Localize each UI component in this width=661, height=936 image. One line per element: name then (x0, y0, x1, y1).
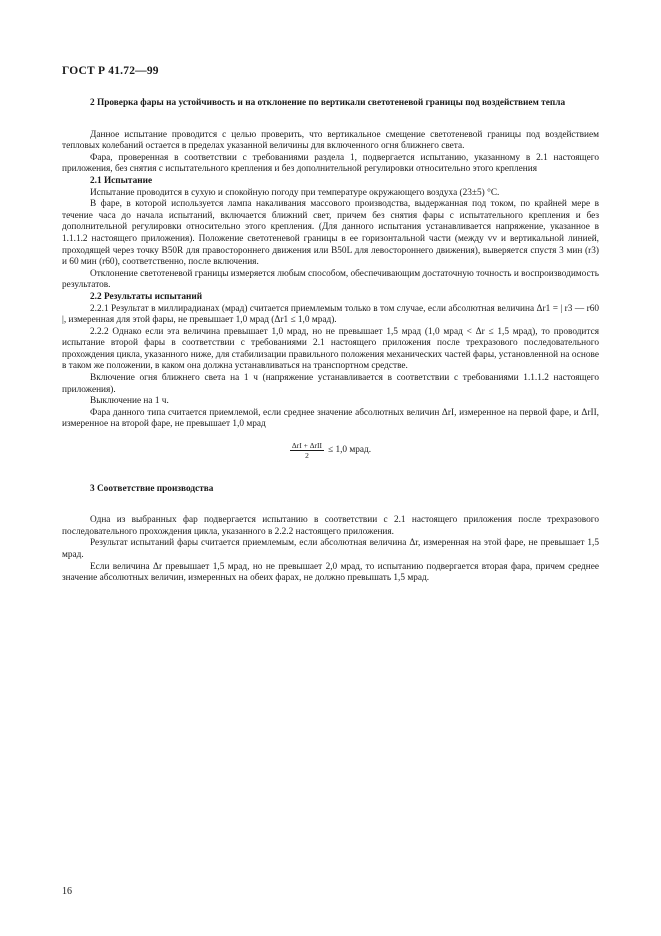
section-3-paragraph-2: Результат испытаний фары считается приемлемым, если абсолютная величина Δr, измеренная на этой фаре, не превышает 1,5 мрад. (62, 538, 599, 560)
section-2-2-2-paragraph-4: Фара данного типа считается приемлемой, если среднее значение абсолютных величин ΔrI, измеренное на первой фаре, и ΔrII, измеренное на второй фаре, не превышает 1,0 мрад (62, 407, 599, 430)
section-2-paragraph-2: Фара, проверенная в соответствии с требованиями раздела 1, подвергается испытанию, указанному в 2.1 настоящего приложения, без снятия с испытательного крепления и без дополнительной регулировки относительно этого крепления (62, 152, 599, 175)
page-number: 16 (62, 886, 72, 897)
section-2-1-paragraph-2: В фаре, в которой используется лампа накаливания массового производства, выдержанная под током, по крайней мере в течение часа до начала испытаний, включается ближний свет, причем без снятия фары с испытательного крепления и без дополнительной регулировки относительно этого крепления. (Для данного испытания устанавливается напряжение, указанное в 1.1.1.2 настоящего приложения). Положение светотеневой границы в ее горизонтальной части (между vv и вертикальной линией, проходящей через точку B50R для правостороннего движения или B50L для левостороннего движения), выверяется спустя 3 мин (r3) и 60 мин (r60), соответственно, после включения. (62, 199, 599, 268)
section-2-1-paragraph-3: Отклонение светотеневой границы измеряется любым способом, обеспечивающим достаточную точность и воспроизводимость результатов. (62, 268, 599, 291)
section-2-2-1: 2.2.1 Результат в миллирадианах (мрад) считается приемлемым только в том случае, если абсолютная величина Δr1 = | r3 — r60 |, измеренная для этой фары, не превышает 1,0 мрад (Δr1 ≤ 1,0 мрад). (62, 303, 599, 326)
section-3-paragraph-1: Одна из выбранных фар подвергается испытанию в соответствии с 2.1 настоящего приложения после трехразового последовательного прохождения цикла, указанного в 2.2.2 настоящего приложения. (62, 515, 599, 537)
formula-numerator: ΔrI + ΔrII (291, 441, 323, 451)
formula-denominator: 2 (305, 451, 309, 461)
section-2-2-2-paragraph-2: Включение огня ближнего света на 1 ч (напряжение устанавливается в соответствии с требованиями 1.1.1.2 настоящего приложения). (62, 373, 599, 395)
section-3-title: 3 Соответствие производства (90, 483, 214, 494)
average-formula (62, 441, 599, 460)
section-2-paragraph-1: Данное испытание проводится с целью проверить, что вертикальное смещение светотеневой границы под воздействием тепловых колебаний остается в пределах указанной величины для включенного огня ближнего света. (62, 129, 599, 152)
section-2-title: 2 Проверка фары на устойчивость и на отклонение по вертикали светотеневой границы под воздействием тепла (90, 98, 566, 108)
section-2-1-paragraph-1: Испытание проводится в сухую и спокойную погоду при температуре окружающего воздуха (23±5) °С. (90, 187, 500, 198)
formula-tail: ≤ 1,0 мрад. (328, 444, 372, 455)
section-2-2-2-paragraph-3: Выключение на 1 ч. (90, 396, 169, 407)
section-3-paragraph-3: Если величина Δr превышает 1,5 мрад, но не превышает 2,0 мрад, то испытанию подвергается вторая фара, причем среднее значение абсолютных величин, измеренных на обеих фарах, не должно превышать 1,5 мрад. (62, 561, 599, 584)
section-2-2-title: 2.2 Результаты испытаний (90, 291, 203, 302)
section-2-1-title: 2.1 Испытание (90, 175, 153, 186)
document-header: ГОСТ Р 41.72—99 (62, 65, 159, 77)
document-body (62, 98, 599, 585)
section-2-2-2: 2.2.2 Однако если эта величина превышает 1,0 мрад, но не превышает 1,5 мрад (1,0 мрад < Δr ≤ 1,5 мрад), то проводится испытание второй фары в соответствии с требованиями 2.1 настоящего приложения после трехразового последовательного прохождения цикла, указанного ниже, для стабилизации правильного положения механических частей фары, установленной на основе в таком же положении, в каком она должна устанавливаться на транспортном средстве. (62, 326, 599, 372)
formula-fraction (290, 441, 324, 460)
